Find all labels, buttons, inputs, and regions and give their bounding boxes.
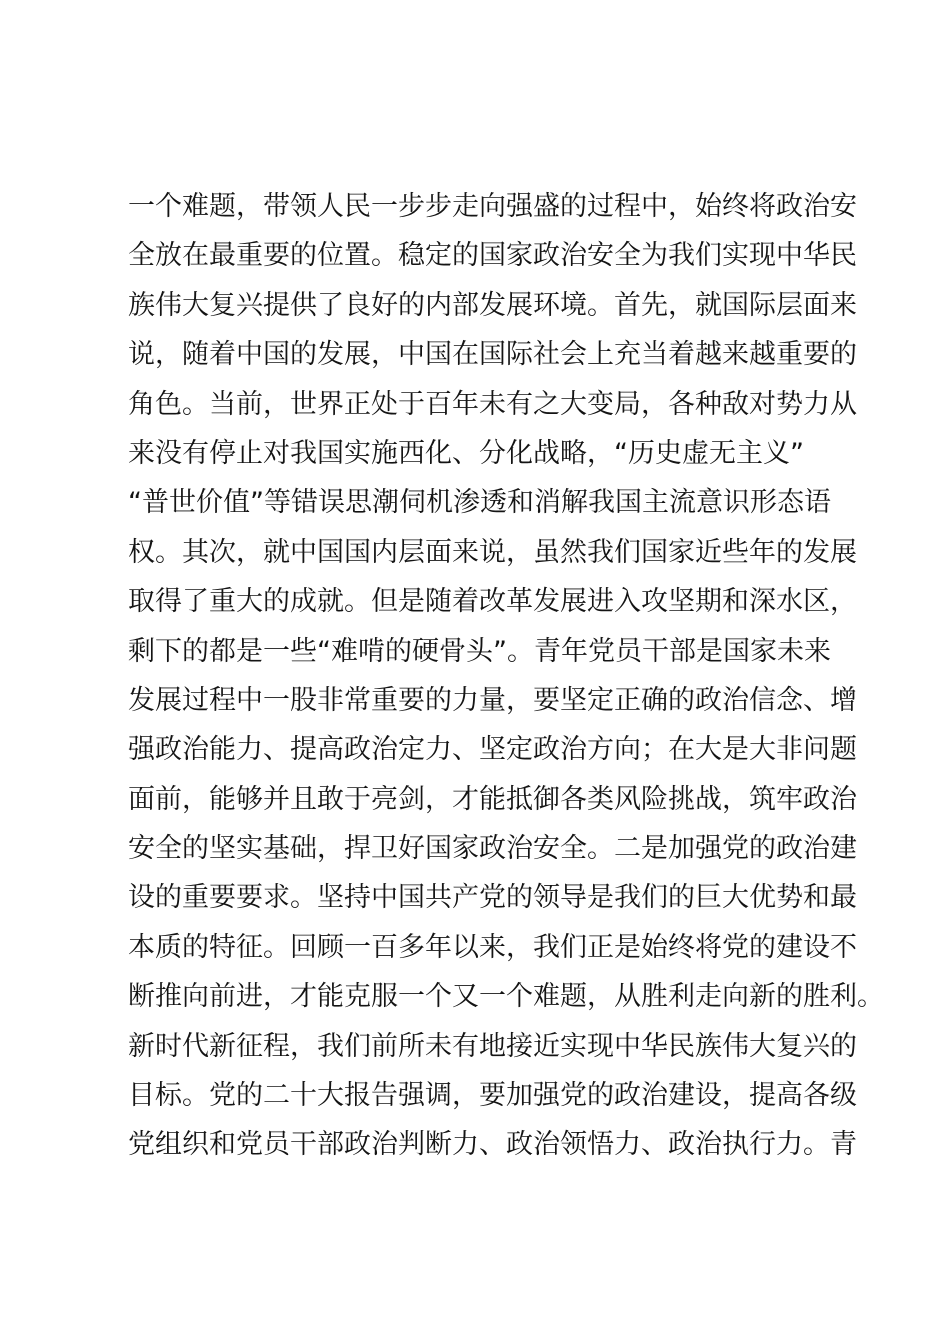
text-line: “普世价值”等错误思潮伺机渗透和消解我国主流意识形态语: [128, 487, 831, 519]
text-line: 新时代新征程，我们前所未有地接近实现中华民族伟大复兴的: [128, 1030, 857, 1062]
text-line: 全放在最重要的位置。稳定的国家政治安全为我们实现中华民: [128, 240, 857, 272]
text-line: 说，随着中国的发展，中国在国际社会上充当着越来越重要的: [128, 339, 857, 371]
text-line: 一个难题，带领人民一步步走向强盛的过程中，始终将政治安: [128, 191, 857, 222]
text-line: 安全的坚实基础，捍卫好国家政治安全。二是加强党的政治建: [128, 833, 857, 865]
text-line: 取得了重大的成就。但是随着改革发展进入攻坚期和深水区，: [128, 586, 857, 618]
body-text: [128, 182, 884, 1170]
text-line: 断推向前进，才能克服一个又一个难题，从胜利走向新的胜利。: [128, 981, 884, 1013]
text-line: 党组织和党员干部政治判断力、政治领悟力、政治执行力。青: [128, 1129, 857, 1161]
text-line: 族伟大复兴提供了良好的内部发展环境。首先，就国际层面来: [128, 289, 857, 321]
text-line: 目标。党的二十大报告强调，要加强党的政治建设，提高各级: [128, 1080, 857, 1112]
text-line: 强政治能力、提高政治定力、坚定政治方向；在大是大非问题: [128, 734, 857, 766]
text-line: 发展过程中一股非常重要的力量，要坚定正确的政治信念、增: [128, 684, 857, 716]
text-line: 权。其次，就中国国内层面来说，虽然我们国家近些年的发展: [128, 536, 857, 568]
text-line: 剩下的都是一些“难啃的硬骨头”。青年党员干部是国家未来: [128, 635, 831, 667]
text-line: 来没有停止对我国实施西化、分化战略，“历史虚无主义”: [128, 437, 804, 469]
text-line: 角色。当前，世界正处于百年未有之大变局，各种敌对势力从: [128, 388, 857, 420]
text-line: 本质的特征。回顾一百多年以来，我们正是始终将党的建设不: [128, 931, 857, 963]
text-line: 设的重要要求。坚持中国共产党的领导是我们的巨大优势和最: [128, 882, 857, 914]
text-line: 面前，能够并且敢于亮剑，才能抵御各类风险挑战，筑牢政治: [128, 783, 857, 815]
